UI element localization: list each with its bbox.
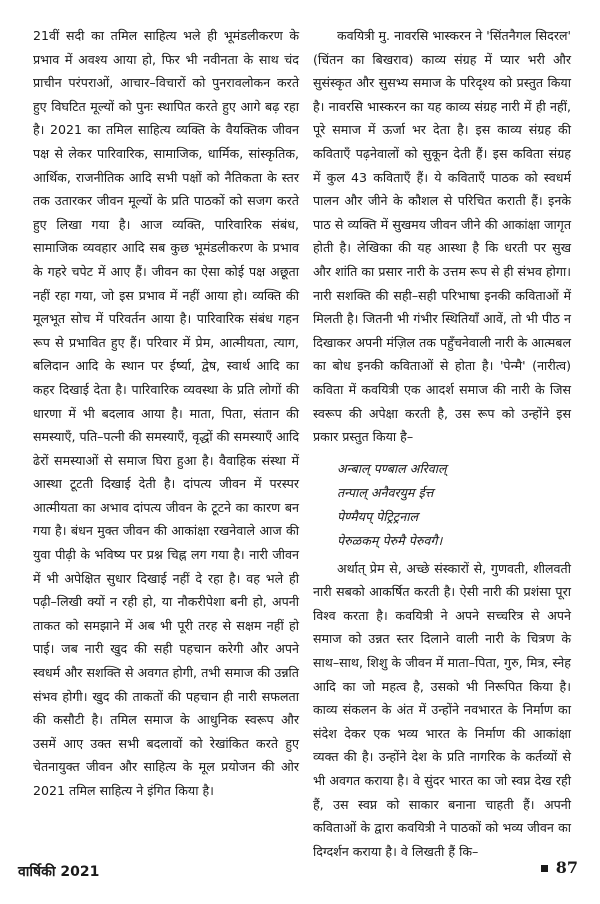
page-number: 87 (555, 858, 578, 877)
verse-line: तन्पाल् अनैवरयुम ईत्त (337, 484, 434, 500)
verse-line: पेण्मैयप् पेट्रिट्रनाल (337, 508, 419, 524)
footer-title: वार्षिकी 2021 (18, 864, 100, 880)
verse-line: अन्बाल् पण्बाल अरिवाल् (337, 460, 447, 476)
left-column (33, 24, 299, 803)
right-paragraph-1: कवयित्री मु. नावरसि भास्करन ने 'सिंतनैगल सिदरल' (चिंतन का बिखराव) काव्य संग्रह में प्यार भरी और सुसंस्कृत और सुसभ्य समाज के परिदृश्य को प्रस्तुत किया है। नावरसि भास्करन का यह काव्य संग्रह नारी में ही नहीं, पूरे समाज में ऊर्जा भर देता है। इस काव्य संग्रह की कविताएँ पढ़नेवालों को सुकून देती हैं। इस कविता संग्रह में कुल 43 कविताएँ हैं। ये कविताएँ पाठक को स्वधर्म पालन और जीने के कौशल से परिचित कराती हैं। इनके पाठ से व्यक्ति में सुखमय जीवन जीने की आकांक्षा जागृत होती है। लेखिका की यह आस्था है कि धरती पर सुख और शांति का प्रसार नारी के उत्तम रूप से ही संभव होगा। नारी सशक्ति की सही–सही परिभाषा इनकी कविताओं में मिलती है। जितनी भी गंभीर स्थितियाँ आवें, तो भी पीठ न दिखाकर अपनी मंज़िल तक पहुँचनेवाली नारी के आत्मबल का बोध इनकी कविताओं से होता है। 'पेन्मै' (नारीत्व) कविता में कवयित्री एक आदर्श समाज की नारी के जिस स्वरूप की अपेक्षा करती है, उस रूप को उन्होंने इस प्रकार प्रस्तुत किया है– (313, 28, 571, 445)
verse-line: पेरुळकम् पेरुमै पेरुवगै। (337, 532, 443, 548)
footer-page-number-block (541, 858, 578, 877)
bullet-square-icon (541, 865, 548, 872)
poem-verse (313, 457, 571, 553)
right-column (313, 24, 571, 863)
right-paragraph-2: अर्थात् प्रेम से, अच्छे संस्कारों से, गुणवती, शीलवती नारी सबको आकर्षित करती है। ऐसी नारी की प्रशंसा पूरा विश्व करता है। कवयित्री ने अपने सच्चरित्र से अपने समाज को उन्नत स्तर दिलाने वाली नारी के चित्रण के साथ–साथ, शिशु के जीवन में माता–पिता, गुरु, मित्र, स्नेह आदि का जो महत्व है, उसको भी निरूपित किया है। काव्य संकलन के अंत में उन्होंने नवभारत के निर्माण का संदेश देकर एक भव्य भारत के निर्माण की आकांक्षा व्यक्त की है। उन्होंने देश के प्रति नागरिक के कर्तव्यों से भी अवगत कराया है। वे सुंदर भारत का जो स्वप्न देख रही हैं, उस स्वप्न को साकार बनाना चाहती हैं। अपनी कविताओं के द्वारा कवयित्री ने पाठकों को भव्य जीवन का दिग्दर्शन कराया है। वे लिखती हैं कि– (313, 560, 571, 859)
left-paragraph: 21वीं सदी का तमिल साहित्य भले ही भूमंडलीकरण के प्रभाव में अवश्य आया हो, फिर भी नवीनता के साथ चंद प्राचीन परंपराओं, आचार–विचारों को पुनरावलोकन करते हुए विघटित मूल्यों को पुनः स्थापित करते हुए आगे बढ़ रहा है। 2021 का तमिल साहित्य व्यक्ति के वैयक्तिक जीवन पक्ष से लेकर पारिवारिक, सामाजिक, धार्मिक, सांस्कृतिक, आर्थिक, राजनीतिक आदि सभी पक्षों को नैतिकता के स्तर तक उतारकर जीवन मूल्यों के प्रति पाठकों को सजग करते हुए लिखा गया है। आज व्यक्ति, पारिवारिक संबंध, सामाजिक व्यवहार आदि सब कुछ भूमंडलीकरण के प्रभाव के गहरे चपेट में आए हैं। जीवन का ऐसा कोई पक्ष अछूता नहीं रहा गया, जो इस प्रभाव में नहीं आया हो। व्यक्ति की मूलभूत सोच में परिवर्तन आया है। पारिवारिक संबंध गहन रूप से प्रभावित हुए हैं। परिवार में प्रेम, आत्मीयता, त्याग, बलिदान आदि के स्थान पर ईर्ष्या, द्वेष, स्वार्थ आदि का कहर दिखाई देता है। पारिवारिक व्यवस्था के प्रति लोगों की धारणा में भी बदलाव आया है। माता, पिता, संतान की समस्याएँ, पति–पत्नी की समस्याएँ, वृद्धों की समस्याएँ आदि ढेरों समस्याओं से समाज घिरा हुआ है। वैवाहिक संस्था में आस्था टूटती दिखाई देती है। दांपत्य जीवन में परस्पर आत्मीयता का अभाव दांपत्य जीवन के टूटने का कारण बन गया है। बंधन मुक्त जीवन की आकांक्षा रखनेवाले आज की युवा पीढ़ी के भविष्य पर प्रश्न चिह्न लग गया है। नारी जीवन में भी अपेक्षित सुधार दिखाई नहीं दे रहा है। वह भले ही पढ़ी–लिखी क्यों न रही हो, या नौकरीपेशा बनी हो, अपनी ताकत को समझाने में अब भी पूरी तरह से सक्षम नहीं हो पाई। जब नारी खुद की सही पहचान करेगी और अपने स्वधर्म और सशक्ति से अवगत होगी, तभी समाज की उन्नति संभव होगी। खुद की ताकतों की पहचान ही नारी सफलता की कसौटी है। तमिल समाज के आधुनिक स्वरूप और उसमें आए उक्त सभी बदलावों को रेखांकित करते हुए चेतनायुक्त जीवन और साहित्य के मूल प्रयोजन की ओर 2021 तमिल साहित्य ने इंगित किया है। (33, 28, 299, 798)
